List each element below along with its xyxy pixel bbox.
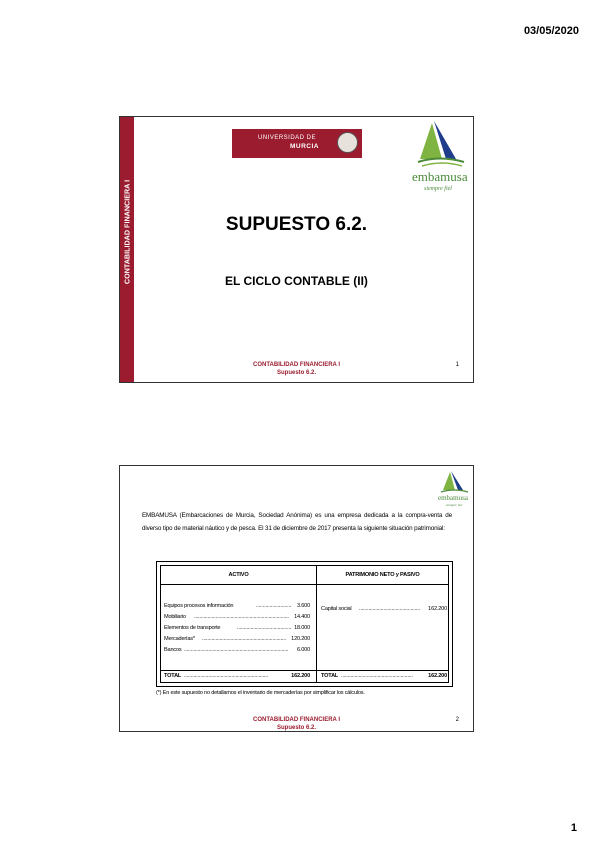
footer-course: CONTABILIDAD FINANCIERA I [253,362,340,368]
intro-paragraph: EMBAMUSA (Embarcaciones de Murcia, Sociedad Anónima) es una empresa dedicada a la compra-venta de diverso tipo de material náutico y de pesca. El 31 de diciembre de 2017 presenta la siguiente situación patrimonial: [142,512,452,532]
row-label: Mercaderías* [164,636,195,642]
row-value: 18.000 [294,625,310,631]
row-label: Mobiliario [164,614,186,620]
brand-tagline: siempre fiel [424,186,452,192]
sailboat-icon [438,470,472,496]
row-label: Elementos de transporte [164,625,221,631]
footer-exercise: Supuesto 6.2. [276,370,316,376]
activo-header: ACTIVO [161,566,316,585]
slide-footer [120,716,473,732]
university-name-line1: UNIVERSIDAD DE [258,135,317,141]
slide-number: 2 [455,717,459,723]
slide-title: SUPUESTO 6.2. [225,214,368,235]
total-label: TOTAL [164,673,182,679]
sailboat-icon [412,119,472,169]
activo-row: Equipos procesos información .......................... 3.600 [164,603,310,609]
row-value: 6.000 [297,647,310,653]
footer-exercise: Supuesto 6.2. [276,725,316,731]
brand-tagline: siempre fiel [446,503,463,507]
activo-row: Mobiliario ...................................................................... 14.400 [164,614,310,620]
balance-sheet-table [156,561,453,687]
side-bar [120,117,134,382]
row-value: 162.200 [428,606,447,612]
activo-row: Elementos de transporte ........................................ 18.000 [164,625,310,631]
total-value: 162.200 [428,673,447,679]
row-label: Capital social [321,606,352,612]
total-divider [161,670,448,671]
footnote: (*) En este supuesto no detallamos el inventario de mercaderías por simplificar los cálculos. [156,690,365,696]
row-label: Equipos procesos información [164,603,234,609]
page-date: 03/05/2020 [523,25,579,37]
page-number: 1 [570,822,577,834]
slide-2 [119,465,474,732]
total-label: TOTAL [321,673,339,679]
row-label: Bancos [164,647,182,653]
pasivo-header: PATRIMONIO NETO y PASIVO [317,566,448,585]
slide-subtitle: EL CICLO CONTABLE (II) [225,274,368,288]
activo-row: Bancos ............................................................................. 6.000 [164,647,310,653]
row-value: 3.600 [297,603,310,609]
embamusa-logo-small [438,470,472,508]
slide-1 [119,116,474,383]
university-seal-icon [337,132,358,153]
pasivo-row: Capital social ............................................. 162.200 [321,606,447,612]
brand-name: embamusa [438,494,468,502]
side-label: CONTABILIDAD FINANCIERA I [122,179,132,285]
brand-name: embamusa [412,169,468,184]
activo-total-row: TOTAL .............................................................. 162.200 [164,673,310,679]
embamusa-logo [412,119,472,191]
row-value: 14.400 [294,614,310,620]
slide-number: 1 [455,362,459,368]
slide-footer [120,361,473,377]
footer-course: CONTABILIDAD FINANCIERA I [253,717,340,723]
total-value: 162.200 [291,673,310,679]
university-name-line2: MURCIA [290,143,319,150]
university-logo [232,129,362,158]
row-value: 120.200 [291,636,310,642]
pasivo-total-row: TOTAL ..................................................... 162.200 [321,673,447,679]
activo-row: Mercaderías* .............................................................. 120.200 [164,636,310,642]
